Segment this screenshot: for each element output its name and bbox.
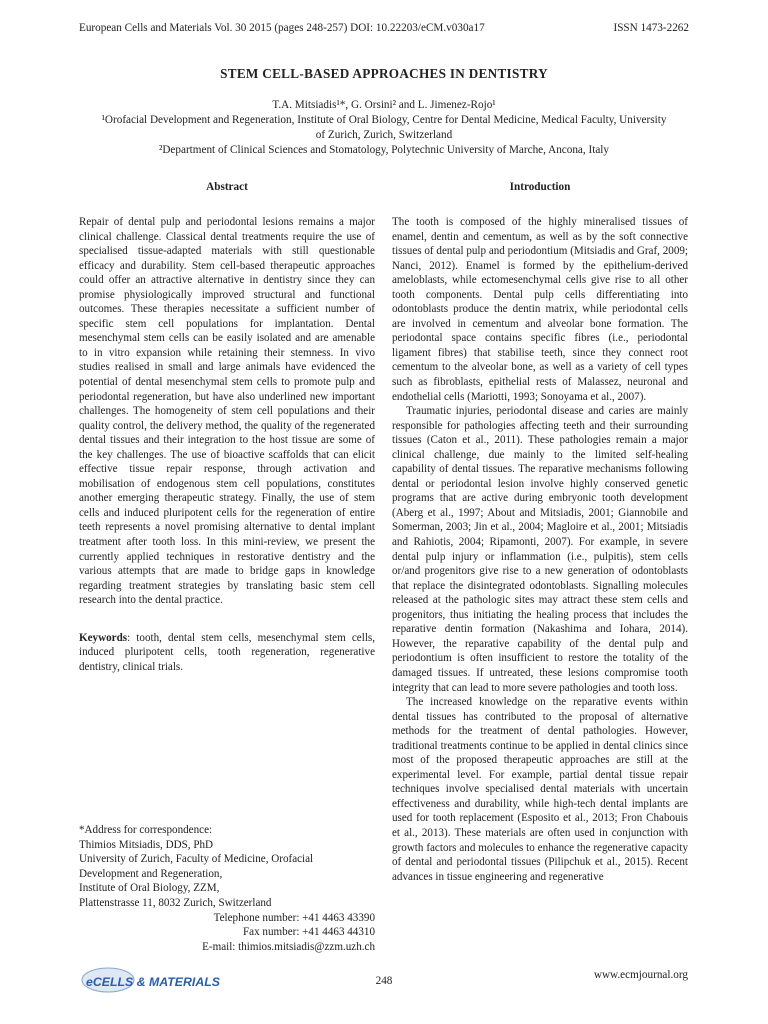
journal-citation: European Cells and Materials Vol. 30 2015 (pages 248-257) DOI: 10.22203/eCM.v030a17 bbox=[79, 22, 485, 34]
abstract-body: Repair of dental pulp and periodontal lesions remains a major clinical challenge. Classical dental treatments require the use of specialised tissue-adapted materials with still questionable efficacy and durability. Stem cell-based therapeutic approaches could offer an attractive alternative in dentistry since they can promise physiologically improved structural and functional outcomes. These therapies necessitate a sufficient number of specific stem cell populations for implantation. Dental mesenchymal stem cells can be easily isolated and are amenable to in vitro expansion while retaining their stemness. In vivo studies realised in small and large animals have evidenced the potential of dental mesenchymal stem cells to promote pulp and periodontal regeneration, but have also underlined new important challenges. The homogeneity of stem cell populations and their quality control, the delivery method, the quality of the regenerated dental tissues and their integration to the host tissue are some of the key challenges. The use of bioactive scaffolds that can elicit effective tissue repair response, through activation and mobilisation of endogenous stem cell populations, constitutes another emerging therapeutic strategy. Finally, the use of stem cells and induced pluripotent cells for the regeneration of entire teeth represents a novel promising alternative to dental implant treatment after tooth loss. In this mini-review, we present the currently applied techniques in restorative dentistry and the various attempts that are made to bridge gaps in knowledge regarding treatment strategies by translating basic stem cell research into the dental practice. bbox=[79, 216, 375, 607]
introduction-heading: Introduction bbox=[509, 181, 571, 193]
article-title: STEM CELL-BASED APPROACHES IN DENTISTRY bbox=[220, 66, 548, 81]
keywords bbox=[79, 631, 375, 675]
left-column bbox=[79, 180, 375, 674]
intro-paragraph: The increased knowledge on the reparative events within dental tissues has contributed to the proposal of alternative methods for the treatment of dental pathologies. However, traditional treatments continue to be applied in dental clinics since most of the proposed therapeutic approaches are still at the experimental level. For example, partial dental tissue repair techniques involve specialised dental materials with uncertain effectiveness and durability, while high-tech dental implants are used for tooth replacement (Esposito et al., 2013; Fron Chabouis et al., 2013). These materials are often used in conjunction with growth factors and molecules to enhance the regenerative capacity of dental and periodontal tissues (Pilipchuk et al., 2015). Recent advances in tissue engineering and regenerative bbox=[392, 696, 688, 883]
abstract-heading: Abstract bbox=[206, 181, 248, 193]
journal-url[interactable]: www.ecmjournal.org bbox=[593, 969, 688, 981]
affiliation-1: ¹Orofacial Development and Regeneration, Institute of Oral Biology, Centre for Dental Medicine, Medical Faculty, University of Zurich, Zurich, Switzerland bbox=[101, 114, 667, 141]
intro-paragraph: Traumatic injuries, periodontal disease and caries are mainly responsible for pathologies affecting teeth and their surrounding tissues (Caton et al., 2011). These pathologies remain a major clinical challenge, due mainly to the limited self-healing capability of dental tissues. The reparative mechanisms following dental or periodontal lesion involve highly conserved genetic programs that are active during embryonic tooth development (Aberg et al., 1997; About and Mitsiadis, 2001; Giannobile and Somerman, 2003; Jin et al., 2004; Magloire et al., 2001; Mitsiadis and Rahiotis, 2004; Ripamonti, 2007). For example, in severe dental pulp injury or inflammation (i.e., pulpitis), stem cells or/and progenitors give rise to a new generation of odontoblasts that replace the disintegrated odontoblasts. Signalling molecules released at the pathologic sites may attract these stem cells and progenitors, thus initiating the healing process that includes the reparative dentin formation (Nakashima and Iohara, 2014). However, the reparative capability of the dental pulp and periodontium is often insufficient to restore the totality of the damaged tissues. If untreated, these lesions compromise tooth integrity that can lead to more severe pathologies and tooth loss. bbox=[392, 405, 688, 694]
address-line: Institute of Oral Biology, ZZM, bbox=[79, 882, 220, 895]
affiliations bbox=[100, 113, 668, 158]
logo-text: eCELLS & MATERIALS bbox=[86, 975, 220, 989]
address-line: University of Zurich, Faculty of Medicine, Orofacial Development and Regeneration, bbox=[79, 853, 314, 880]
address-line: Plattenstrasse 11, 8032 Zurich, Switzerland bbox=[79, 896, 272, 909]
telephone: Telephone number: +41 4463 43390 bbox=[213, 911, 375, 924]
address-line: *Address for correspondence: bbox=[79, 824, 213, 836]
correspondence-address bbox=[79, 823, 375, 954]
page-number: 248 bbox=[375, 975, 393, 987]
intro-paragraph: The tooth is composed of the highly mineralised tissues of enamel, dentin and cementum, as well as by the soft connective tissues of dental pulp and periodontium (Mitsiadis and Graf, 2009; Nanci, 2012). Enamel is formed by the epithelium-derived ameloblasts, while ectomesenchymal cells give rise to all other tooth components. Dental pulp cells differentiating into odontoblasts produce the dentin matrix, while periodontal cells are involved in cementum and alveolar bone formation. The periodontal space contains specific fibres (i.e., periodontal ligament fibres) that stabilise teeth, since they connect root cementum to the alveolar bone, as well as a variety of cell types such as fibroblasts, epithelial rests of Malassez, neuronal and endothelial cells (Mariotti, 1993; Sonoyama et al., 2007). bbox=[392, 216, 688, 403]
authors: T.A. Mitsiadis¹*, G. Orsini² and L. Jimenez-Rojo¹ bbox=[272, 99, 496, 111]
affiliation-2: ²Department of Clinical Sciences and Stomatology, Polytechnic University of Marche, Ancona, Italy bbox=[158, 144, 609, 156]
fax: Fax number: +41 4463 44310 bbox=[243, 926, 375, 939]
address-line: Thimios Mitsiadis, DDS, PhD bbox=[79, 838, 214, 851]
keywords-list: : tooth, dental stem cells, mesenchymal stem cells, induced pluripotent cells, tooth regeneration, regenerative dentistry, clinical trials. bbox=[79, 631, 375, 673]
keywords-label: Keywords bbox=[79, 631, 128, 644]
right-column bbox=[392, 180, 688, 884]
email: E-mail: thimios.mitsiadis@zzm.uzh.ch bbox=[202, 940, 375, 953]
issn: ISSN 1473-2262 bbox=[613, 22, 689, 34]
running-head bbox=[79, 22, 689, 34]
